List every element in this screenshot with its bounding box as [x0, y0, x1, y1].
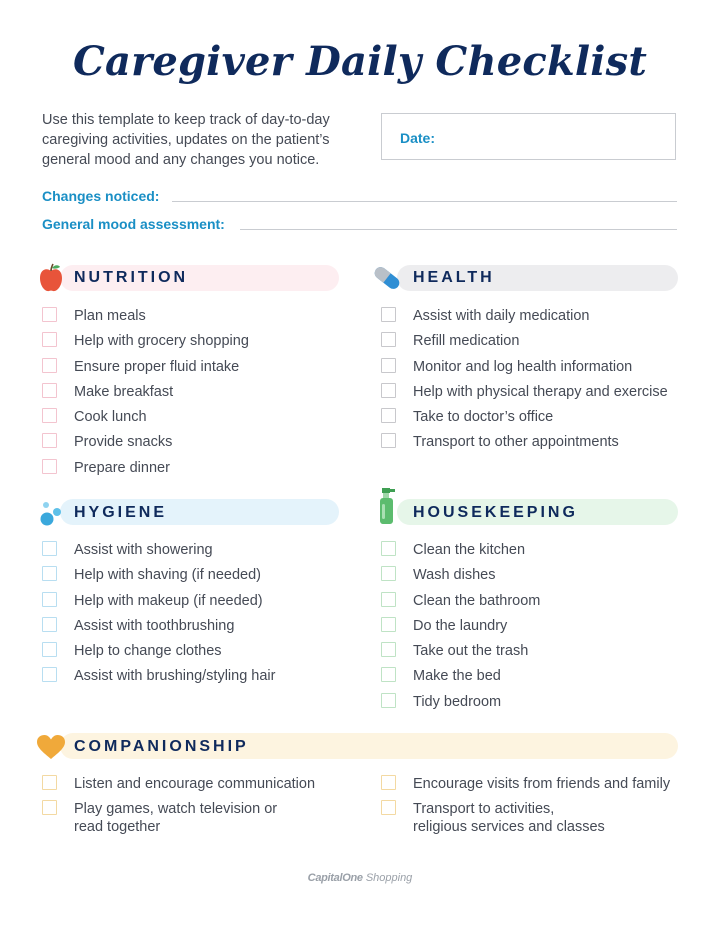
checklist-item-label: Transport to other appointments: [413, 434, 619, 451]
checklist-item: [42, 617, 342, 642]
checklist-item-label: Help with grocery shopping: [74, 333, 249, 350]
checkbox[interactable]: [381, 592, 396, 607]
checklist-item: [381, 383, 701, 408]
checkbox[interactable]: [42, 642, 57, 657]
checklist-item: [42, 566, 342, 591]
date-field[interactable]: [381, 113, 676, 160]
apple-icon: [38, 263, 64, 293]
checkbox[interactable]: [381, 566, 396, 581]
logo-brand: CapitalOne: [307, 872, 363, 884]
logo-suffix: Shopping: [365, 872, 413, 884]
checkbox[interactable]: [42, 332, 57, 347]
checkbox[interactable]: [42, 566, 57, 581]
checkbox[interactable]: [381, 800, 396, 815]
checkbox[interactable]: [381, 332, 396, 347]
checklist-item: [381, 358, 701, 383]
checklist-item-label: Cook lunch: [74, 409, 147, 426]
checklist-item: [381, 800, 701, 836]
checkbox[interactable]: [42, 433, 57, 448]
checklist-item: [381, 617, 701, 642]
checklist-item: [42, 642, 342, 667]
checklist-item-label: Assist with brushing/styling hair: [74, 668, 276, 685]
checklist-item: [42, 358, 342, 383]
heart-icon: [36, 734, 66, 760]
checklist-item-label: Transport to activities, religious services and classes: [413, 801, 605, 836]
mood-assessment-line[interactable]: [240, 229, 677, 230]
spray-bottle-icon: [377, 486, 399, 526]
checkbox[interactable]: [42, 459, 57, 474]
checklist-item-label: Clean the kitchen: [413, 542, 526, 558]
checklist-item-label: Assist with daily medication: [413, 308, 590, 324]
checkbox[interactable]: [42, 307, 57, 322]
checklist-item-label: Tidy bedroom: [413, 693, 502, 710]
housekeeping-list: [381, 541, 701, 718]
checkbox[interactable]: [381, 383, 396, 398]
companionship-list-left: [42, 775, 362, 836]
checklist-item: [381, 642, 701, 667]
checklist-item-label: Take to doctor’s office: [413, 409, 554, 426]
checklist-item: [42, 459, 342, 484]
checklist-item: [42, 592, 342, 617]
checklist-item: [381, 433, 701, 458]
checklist-item-label: Assist with toothbrushing: [74, 617, 235, 634]
date-label: Date:: [400, 130, 436, 146]
hygiene-title: HYGIENE: [74, 504, 168, 521]
mood-assessment-label: General mood assessment:: [42, 216, 225, 232]
checklist-item-label: Listen and encourage communication: [74, 776, 316, 792]
checkbox[interactable]: [381, 775, 396, 790]
mood-assessment-field[interactable]: [42, 216, 225, 236]
nutrition-list: [42, 307, 342, 484]
checklist-item: [42, 408, 342, 433]
checklist-item-label: Monitor and log health information: [413, 358, 633, 375]
checklist-item-label: Clean the bathroom: [413, 592, 541, 609]
checklist-item: [42, 332, 342, 357]
checkbox[interactable]: [381, 642, 396, 657]
checkbox[interactable]: [381, 617, 396, 632]
housekeeping-title: HOUSEKEEPING: [413, 504, 578, 521]
health-list: [381, 307, 701, 459]
changes-noticed-field[interactable]: [42, 188, 159, 208]
checklist-item: [381, 408, 701, 433]
checkbox[interactable]: [381, 541, 396, 556]
companionship-title: COMPANIONSHIP: [74, 738, 249, 755]
checklist-item: [42, 800, 362, 836]
checklist-item-label: Make the bed: [413, 668, 501, 685]
checklist-item-label: Help with shaving (if needed): [74, 567, 261, 584]
checkbox[interactable]: [42, 541, 57, 556]
checklist-item-label: Ensure proper fluid intake: [74, 358, 240, 375]
checklist-item-label: Play games, watch television or read together: [74, 801, 278, 836]
checklist-item: [42, 775, 362, 800]
checkbox[interactable]: [42, 775, 57, 790]
checklist-item: [381, 775, 701, 800]
checklist-item-label: Encourage visits from friends and family: [413, 776, 671, 792]
checklist-item-label: Do the laundry: [413, 617, 508, 634]
companionship-list-right: [381, 775, 701, 836]
checklist-item-label: Take out the trash: [413, 643, 529, 660]
checklist-item: [381, 541, 701, 566]
checkbox[interactable]: [381, 358, 396, 373]
checklist-item-label: Help with physical therapy and exercise: [413, 383, 668, 400]
checklist-item: [42, 433, 342, 458]
capital-one-shopping-logo: [0, 872, 720, 884]
checkbox[interactable]: [381, 307, 396, 322]
checklist-item-label: Make breakfast: [74, 383, 174, 400]
page-title: Caregiver Daily Checklist: [72, 38, 648, 85]
intro-text: Use this template to keep track of day-to-day caregiving activities, updates on the patient’s general mood and any changes you notice.: [42, 112, 330, 168]
checkbox[interactable]: [381, 693, 396, 708]
checkbox[interactable]: [42, 617, 57, 632]
checklist-item: [381, 566, 701, 591]
pill-icon: [371, 263, 403, 293]
changes-noticed-line[interactable]: [172, 201, 677, 202]
checklist-item: [42, 307, 342, 332]
checkbox[interactable]: [42, 408, 57, 423]
checkbox[interactable]: [381, 408, 396, 423]
checkbox[interactable]: [381, 433, 396, 448]
checklist-item: [381, 693, 701, 718]
checklist-item: [42, 667, 342, 692]
checklist-item-label: Wash dishes: [413, 567, 496, 584]
checkbox[interactable]: [381, 667, 396, 682]
checklist-item-label: Help to change clothes: [74, 643, 222, 660]
hygiene-list: [42, 541, 342, 693]
checklist-item-label: Provide snacks: [74, 434, 173, 451]
checkbox[interactable]: [42, 800, 57, 815]
checklist-item: [381, 332, 701, 357]
checklist-item: [42, 383, 342, 408]
checklist-item-label: Assist with showering: [74, 542, 213, 558]
bubbles-icon: [38, 497, 66, 527]
changes-noticed-label: Changes noticed:: [42, 188, 160, 204]
checklist-item: [381, 307, 701, 332]
checklist-item-label: Prepare dinner: [74, 459, 170, 476]
checklist-item: [42, 541, 342, 566]
checklist-item-label: Plan meals: [74, 308, 146, 324]
checklist-item: [381, 667, 701, 692]
checkbox[interactable]: [42, 383, 57, 398]
checkbox[interactable]: [42, 667, 57, 682]
checklist-item: [381, 592, 701, 617]
checklist-item-label: Help with makeup (if needed): [74, 592, 263, 609]
health-title: HEALTH: [413, 269, 495, 286]
nutrition-title: NUTRITION: [74, 269, 189, 286]
checklist-item-label: Refill medication: [413, 333, 520, 350]
checkbox[interactable]: [42, 358, 57, 373]
checkbox[interactable]: [42, 592, 57, 607]
